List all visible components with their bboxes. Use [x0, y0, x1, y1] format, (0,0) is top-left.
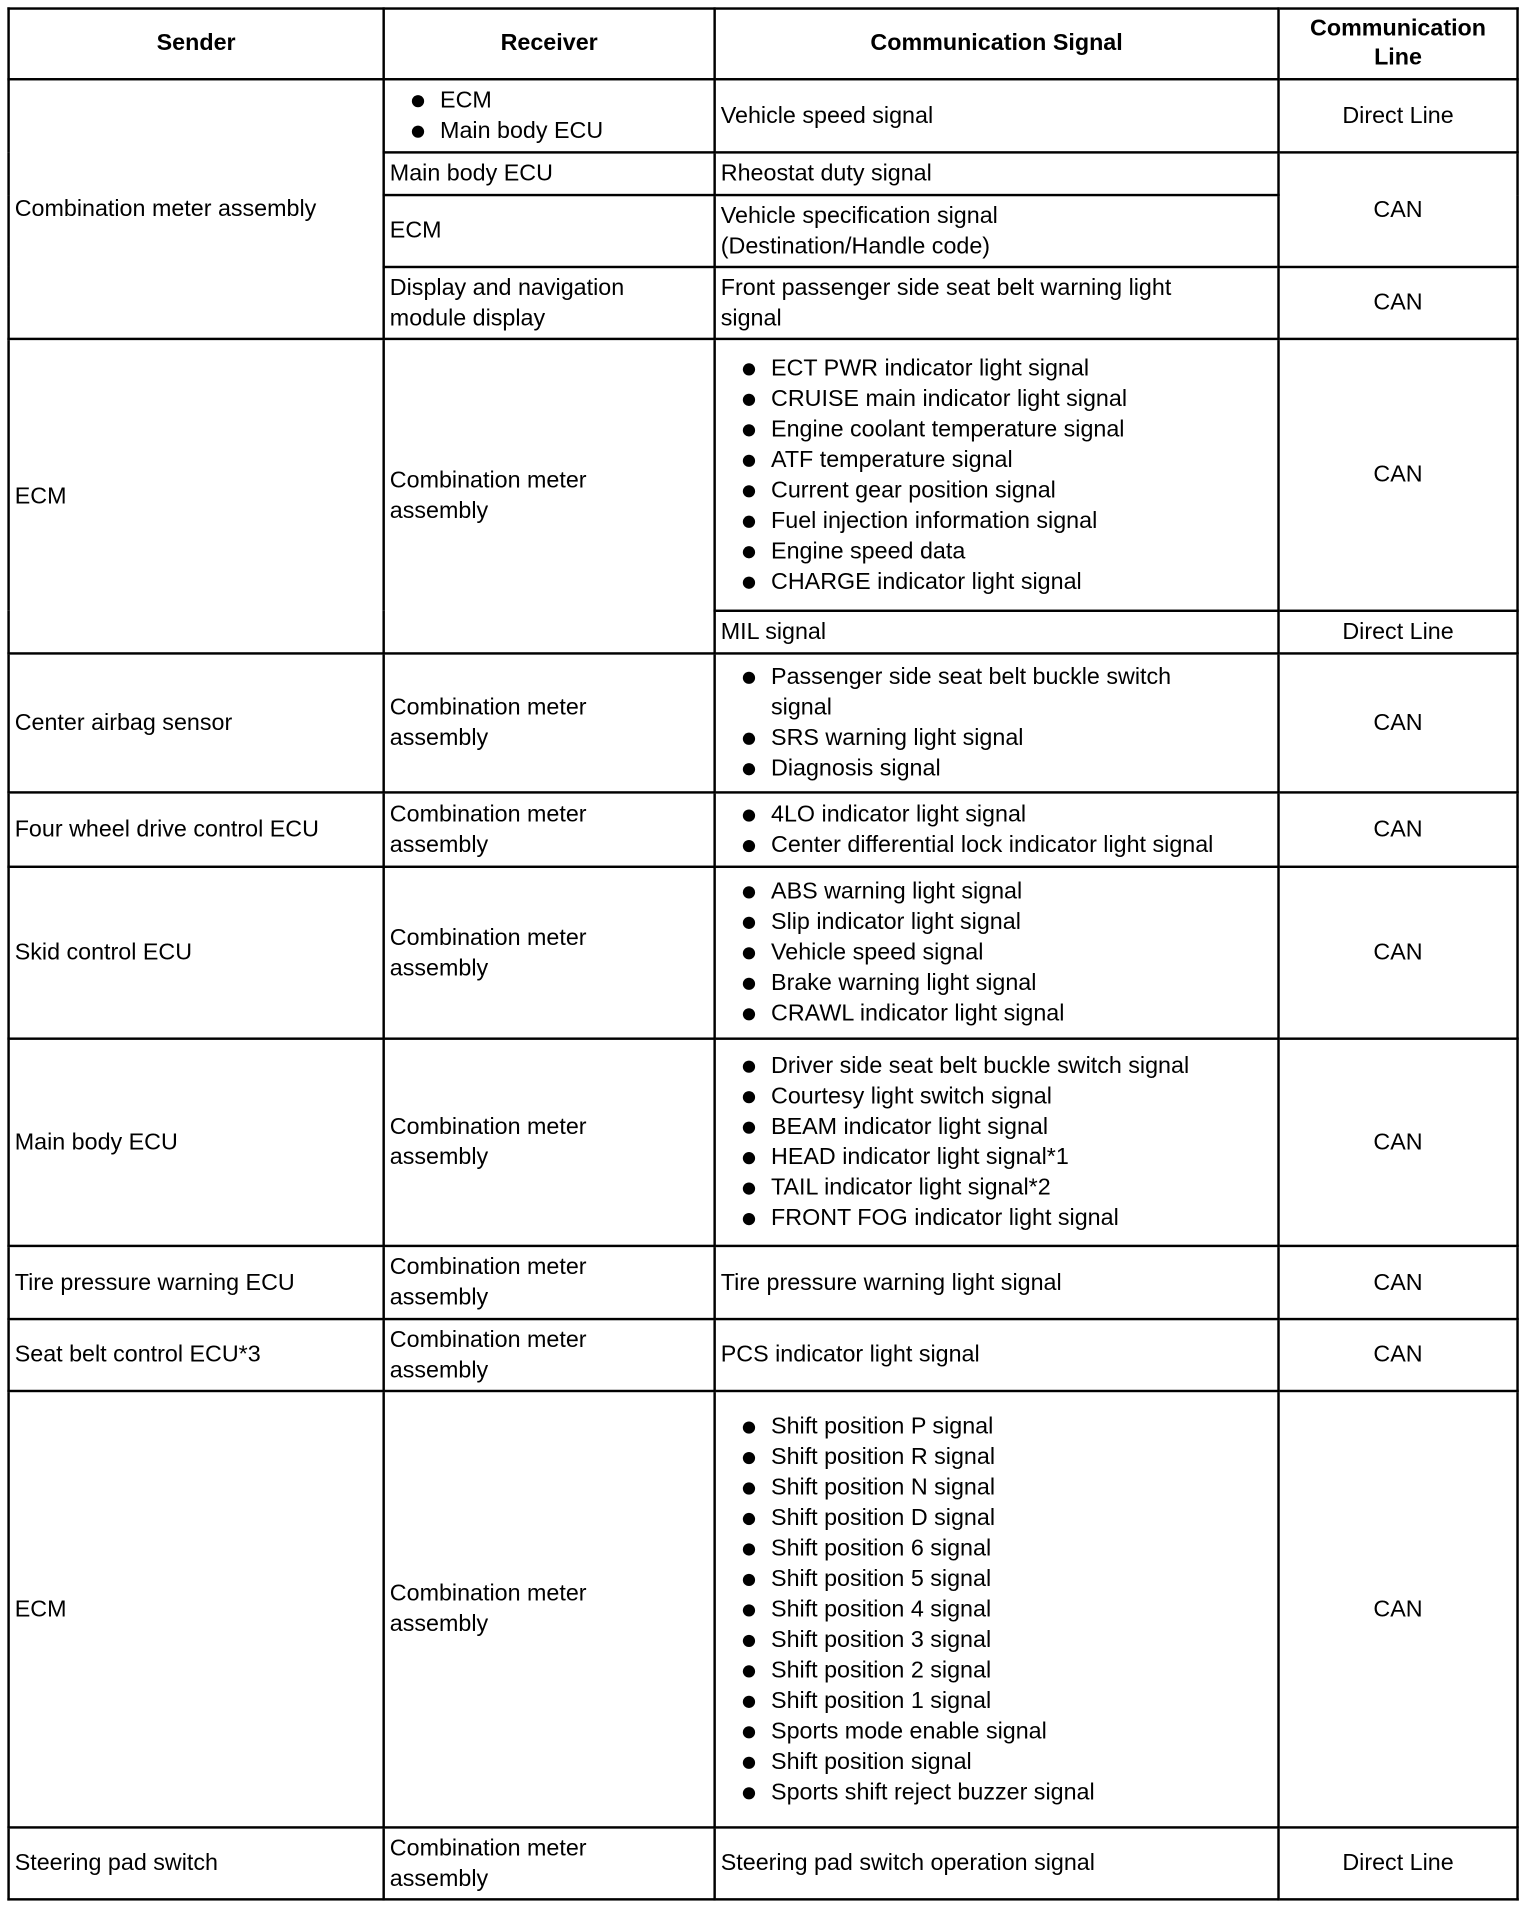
receiver-cell	[384, 1827, 715, 1899]
signal-list	[721, 1051, 1273, 1234]
receiver-cell	[384, 867, 715, 1039]
signal-text: signal	[720, 305, 782, 331]
line-cell: CAN	[1279, 1319, 1518, 1391]
signal-item: Engine coolant temperature signal	[738, 414, 1272, 444]
sender-cell: Four wheel drive control ECU	[9, 792, 384, 866]
sender-cell: ECM	[9, 1391, 384, 1827]
signal-item: 4LO indicator light signal	[738, 799, 1272, 829]
sender-cell: Steering pad switch	[9, 1827, 384, 1899]
table-row	[9, 1827, 1518, 1899]
table-row	[9, 653, 1518, 792]
receiver-text: assembly	[389, 955, 489, 981]
signal-cell	[715, 267, 1279, 339]
receiver-list	[390, 85, 709, 146]
signal-item: Shift position 3 signal	[738, 1624, 1272, 1654]
sender-cell: Skid control ECU	[9, 867, 384, 1039]
table-row	[9, 1391, 1518, 1827]
signal-list	[721, 799, 1273, 860]
signal-text: signal	[771, 694, 832, 721]
signal-item: Vehicle speed signal	[738, 937, 1272, 967]
signal-item: Shift position 2 signal	[738, 1655, 1272, 1685]
header-sender: Sender	[9, 9, 384, 80]
communication-table	[7, 7, 1518, 1900]
signal-cell: Vehicle speed signal	[715, 79, 1279, 152]
signal-item: ABS warning light signal	[738, 877, 1272, 907]
signal-cell: PCS indicator light signal	[715, 1319, 1279, 1391]
table-row	[9, 339, 1518, 611]
receiver-text: Combination meter	[389, 801, 587, 828]
signal-item: Shift position signal	[738, 1746, 1272, 1776]
receiver-cell	[384, 339, 715, 654]
header-receiver: Receiver	[384, 9, 715, 80]
table-row	[9, 792, 1518, 866]
signal-cell	[715, 195, 1279, 267]
signal-text: Passenger side seat belt buckle switch	[771, 664, 1172, 691]
signal-text: (Destination/Handle code)	[720, 233, 991, 260]
signal-item: ECT PWR indicator light signal	[738, 353, 1272, 383]
receiver-cell	[384, 792, 715, 866]
signal-item: Shift position N signal	[738, 1472, 1272, 1502]
signal-item: Slip indicator light signal	[738, 907, 1272, 937]
receiver-text: Display and navigation	[389, 274, 625, 301]
sender-cell: Tire pressure warning ECU	[9, 1246, 384, 1319]
signal-item: Current gear position signal	[738, 475, 1272, 505]
signal-text: Front passenger side seat belt warning light	[720, 274, 1172, 301]
signal-list	[721, 353, 1273, 597]
signal-item: CRUISE main indicator light signal	[738, 383, 1272, 413]
receiver-text: assembly	[389, 832, 489, 858]
table-row	[9, 1246, 1518, 1319]
receiver-text: Combination meter	[389, 1581, 587, 1607]
sender-cell: Main body ECU	[9, 1039, 384, 1246]
sender-cell: ECM	[9, 339, 384, 654]
line-cell: CAN	[1279, 339, 1518, 611]
line-cell: CAN	[1279, 653, 1518, 792]
signal-item: SRS warning light signal	[738, 723, 1272, 753]
signal-item: Shift position 1 signal	[738, 1685, 1272, 1715]
signal-cell: Tire pressure warning light signal	[715, 1246, 1279, 1319]
signal-item: Engine speed data	[738, 536, 1272, 566]
receiver-cell	[384, 1391, 715, 1827]
receiver-cell	[384, 1039, 715, 1246]
receiver-item: ECM	[407, 85, 709, 115]
receiver-cell	[384, 1246, 715, 1319]
signal-cell: Rheostat duty signal	[715, 152, 1279, 195]
signal-cell	[715, 867, 1279, 1039]
table-row	[9, 79, 1518, 152]
header-communication-signal: Communication Signal	[715, 9, 1279, 80]
signal-cell	[715, 339, 1279, 611]
signal-cell	[715, 792, 1279, 866]
receiver-text: Combination meter	[389, 1254, 587, 1281]
receiver-text: assembly	[389, 1144, 489, 1171]
signal-item: Shift position 4 signal	[738, 1594, 1272, 1624]
header-communication-line	[1279, 9, 1518, 80]
sender-cell: Seat belt control ECU*3	[9, 1319, 384, 1391]
signal-item: Shift position 5 signal	[738, 1563, 1272, 1593]
line-cell: CAN	[1279, 152, 1518, 267]
receiver-cell	[384, 653, 715, 792]
signal-text: Vehicle specification signal	[720, 202, 998, 229]
receiver-text: assembly	[389, 1865, 489, 1892]
line-cell: CAN	[1279, 867, 1518, 1039]
receiver-text: assembly	[389, 1284, 489, 1311]
sender-cell: Center airbag sensor	[9, 653, 384, 792]
signal-item: HEAD indicator light signal*1	[738, 1142, 1272, 1172]
receiver-text: assembly	[389, 1357, 489, 1384]
receiver-text: Combination meter	[389, 1114, 587, 1140]
signal-list	[721, 1411, 1273, 1807]
line-cell: CAN	[1279, 792, 1518, 866]
receiver-text: Combination meter	[389, 924, 587, 951]
header-line-text: Communication	[1310, 15, 1487, 42]
receiver-text: Combination meter	[389, 1326, 587, 1353]
header-line-text: Line	[1374, 45, 1422, 71]
signal-item: Brake warning light signal	[738, 968, 1272, 998]
signal-list	[721, 662, 1273, 784]
signal-cell	[715, 653, 1279, 792]
signal-cell: MIL signal	[715, 611, 1279, 654]
signal-item: Sports shift reject buzzer signal	[738, 1777, 1272, 1807]
signal-item: ATF temperature signal	[738, 444, 1272, 474]
signal-item: Shift position D signal	[738, 1503, 1272, 1533]
line-cell: Direct Line	[1279, 1827, 1518, 1899]
line-cell: CAN	[1279, 1039, 1518, 1246]
receiver-cell	[384, 79, 715, 152]
signal-item: FRONT FOG indicator light signal	[738, 1203, 1272, 1233]
receiver-text: module display	[389, 305, 546, 331]
line-cell: CAN	[1279, 1391, 1518, 1827]
line-cell: CAN	[1279, 1246, 1518, 1319]
receiver-text: Combination meter	[389, 1835, 587, 1861]
receiver-text: assembly	[389, 498, 489, 525]
signal-item: Driver side seat belt buckle switch signal	[738, 1051, 1272, 1081]
signal-item: TAIL indicator light signal*2	[738, 1173, 1272, 1203]
receiver-cell: Main body ECU	[384, 152, 715, 195]
receiver-text: assembly	[389, 1611, 489, 1638]
receiver-text: Combination meter	[389, 468, 587, 494]
receiver-cell	[384, 1319, 715, 1391]
signal-item: Center differential lock indicator light signal	[738, 830, 1272, 860]
receiver-cell: ECM	[384, 195, 715, 267]
signal-cell	[715, 1039, 1279, 1246]
signal-item: CRAWL indicator light signal	[738, 998, 1272, 1028]
signal-item: Courtesy light switch signal	[738, 1081, 1272, 1111]
header-row	[9, 9, 1518, 80]
signal-cell: Steering pad switch operation signal	[715, 1827, 1279, 1899]
signal-item: Sports mode enable signal	[738, 1716, 1272, 1746]
line-cell: Direct Line	[1279, 611, 1518, 654]
receiver-text: assembly	[389, 725, 489, 751]
sender-cell: Combination meter assembly	[9, 79, 384, 339]
receiver-text: Combination meter	[389, 694, 587, 721]
signal-item: CHARGE indicator light signal	[738, 566, 1272, 596]
signal-item: Shift position P signal	[738, 1411, 1272, 1441]
signal-item: Shift position 6 signal	[738, 1533, 1272, 1563]
signal-item	[738, 662, 1272, 723]
signal-item: Shift position R signal	[738, 1442, 1272, 1472]
signal-item: Diagnosis signal	[738, 753, 1272, 783]
receiver-item: Main body ECU	[407, 116, 709, 146]
receiver-cell	[384, 267, 715, 339]
signal-list	[721, 877, 1273, 1029]
signal-item: BEAM indicator light signal	[738, 1112, 1272, 1142]
signal-cell	[715, 1391, 1279, 1827]
table-row	[9, 1039, 1518, 1246]
table-row	[9, 867, 1518, 1039]
line-cell: CAN	[1279, 267, 1518, 339]
table-row	[9, 1319, 1518, 1391]
signal-item: Fuel injection information signal	[738, 505, 1272, 535]
line-cell: Direct Line	[1279, 79, 1518, 152]
